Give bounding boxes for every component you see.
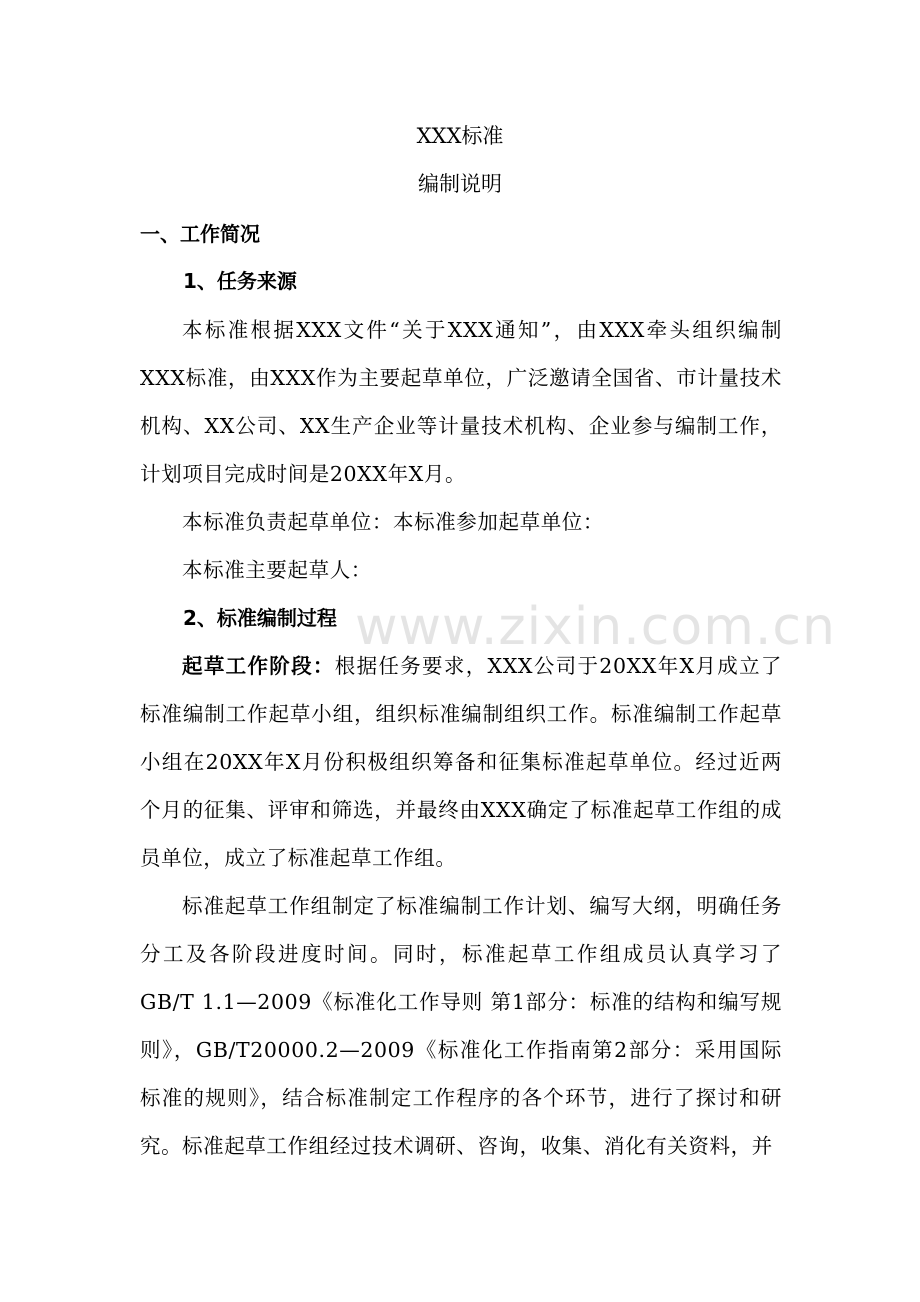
subsection-heading-drafting-process: 2、标准编制过程	[183, 606, 337, 630]
document-subtitle: 编制说明	[418, 172, 502, 196]
drafting-stage-text: 根据任务要求，XXX公司于20XX年X月成立了标准编制工作起草小组，组织标准编制组织工作。标准编制工作起草小组在20XX年X月份积极组织筹备和征集标准起草单位。经过近两个月的征集、评审和筛选，并最终由XXX确定了标准起草工作组的成员单位，成立了标准起草工作组。	[140, 654, 783, 870]
paragraph-drafting-units: 本标准负责起草单位：本标准参加起草单位：	[182, 510, 604, 534]
paragraph-technical-research: 标准起草工作组经过技术调研、咨询，收集、消化有关资料，并	[182, 1134, 773, 1158]
paragraph-task-source: 本标准根据XXX文件“关于XXX通知”，由XXX牵头组织编制XXX标准，由XXX作为主要起草单位，广泛邀请全国省、市计量技术机构、XX公司、XX生产企业等计量技术机构、企业参与编制工作，计划项目完成时间是20XX年X月。	[140, 318, 782, 486]
paragraph-drafting-stage	[140, 642, 782, 882]
paragraph-work-plan: 标准起草工作组制定了标准编制工作计划、编写大纲，明确任务分工及各阶段进度时间。同时，标准起草工作组成员认真学习了GB/T 1.1—2009《标准化工作导则 第1部分：标准的结构和编写规则》，GB/T20000.2—2009《标准化工作指南第2部分：采用国际标准的规则》，结合标准制定工作程序的各个环节，进行了探讨和研究。	[140, 894, 782, 1158]
drafting-stage-label: 起草工作阶段：	[182, 654, 335, 678]
paragraph-main-drafters: 本标准主要起草人：	[182, 558, 372, 582]
document-title: XXX标准	[416, 124, 504, 148]
section-heading-work-overview: 一、工作简况	[140, 222, 260, 246]
site-watermark: www.zixin.com.cn	[355, 597, 836, 657]
subsection-heading-task-source: 1、任务来源	[183, 269, 297, 293]
